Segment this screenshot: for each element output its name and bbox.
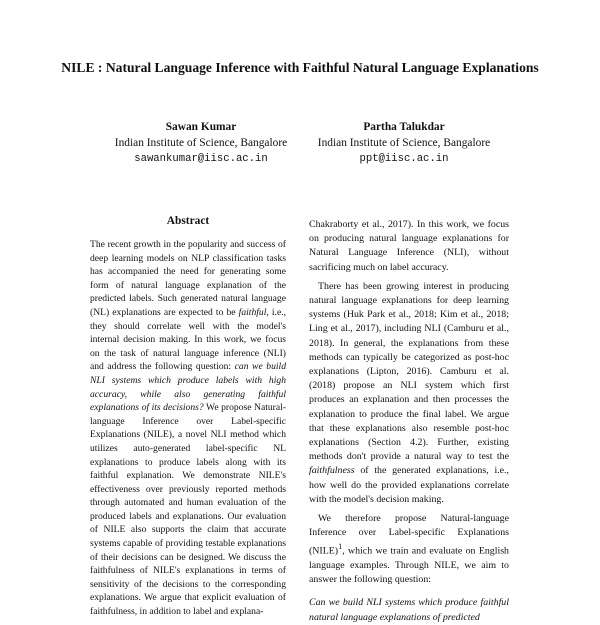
author-affiliation: Indian Institute of Science, Bangalore [317, 137, 491, 149]
author-block-2 [306, 119, 502, 167]
body-text: There has been growing interest in producing natural language explanations for deep learning systems (Huk Park et al., 2018; Kim et al., 2018; Ling et al., 2017), including NLI (Camburu et al., 2018). In general, the explanations from these methods can typically be categorized as post-hoc explanations (Lipton, 2016). Camburu et al. (2018) propose an NLI system which first produces an explanation and then processes the explanation to produce the final label. We argue that these explanations also resemble post-hoc explanations (Section 4.2). Further, existing methods don't provide a natural way to test the [309, 280, 509, 463]
body-text: of the generated explanations, i.e., how well do the provided explanations correlate with the model's decision making. [309, 465, 509, 505]
body-emphasis: faithfulness [309, 465, 355, 477]
research-question: Can we build NLI systems which produce faithful natural language explanations of predicted [309, 597, 509, 623]
body-paragraph: Chakraborty et al., 2017). In this work, we focus on producing natural language explanations for Natural Language Inference (NLI), without sacrificing much on label accuracy. [309, 219, 509, 273]
abstract-paragraph [90, 238, 286, 619]
footnote-marker: 1 [338, 542, 343, 552]
abstract-emphasis: faithful [238, 306, 267, 318]
paper-title: NILE : Natural Language Inference with Faithful Natural Language Explanations [61, 60, 539, 75]
abstract-text: We propose Natural-language Inference over Label-specific Explanations (NILE), a novel NLI method which utilizes auto-generated label-specific NL explanations to produce labels along with its faithful explanation. We demonstrate NILE's effectiveness over previously reported methods through automated and human evaluation of the produced labels and explanations. Our evaluation of NILE also supports the claim that accurate systems capable of providing testable explanations of their decisions can be designed. We discuss the faithfulness of NILE's explanations in terms of sensitivity of the decisions to the corresponding explanations. We argue that explicit evaluation of faithfulness, in addition to label and explana- [90, 402, 286, 618]
body-paragraph [309, 280, 509, 507]
abstract-question: can we build NLI systems which produce labels with high accuracy, while also generating faithful explanations of its decisions? [90, 361, 286, 414]
author-name: Partha Talukdar [363, 121, 445, 133]
body-paragraph [309, 512, 509, 587]
abstract-text: The recent growth in the popularity and success of deep learning models on NLP classification tasks has accompanied the need for generating some form of natural language explanation of the predicted labels. Such generated natural language (NL) explanations are expected to be [90, 239, 286, 318]
author-affiliation: Indian Institute of Science, Bangalore [114, 137, 288, 149]
body-text: We therefore propose Natural-language Inference over Label-specific Explanations (NILE) [309, 513, 509, 557]
abstract-heading: Abstract [166, 215, 210, 227]
abstract-column [90, 214, 286, 619]
author-block-1 [98, 119, 304, 167]
body-text: , which we train and evaluate on English language examples. Through NILE, we aim to answer the following question: [309, 545, 509, 586]
abstract-text: , i.e., they should correlate well with the model's internal decision making. In this work, we focus on the task of natural language inference (NLI) and address the following question: [90, 306, 287, 373]
intro-column [309, 218, 509, 625]
author-email: ppt@iisc.ac.in [359, 153, 449, 165]
author-name: Sawan Kumar [165, 121, 237, 133]
author-email: sawankumar@iisc.ac.in [134, 153, 268, 165]
